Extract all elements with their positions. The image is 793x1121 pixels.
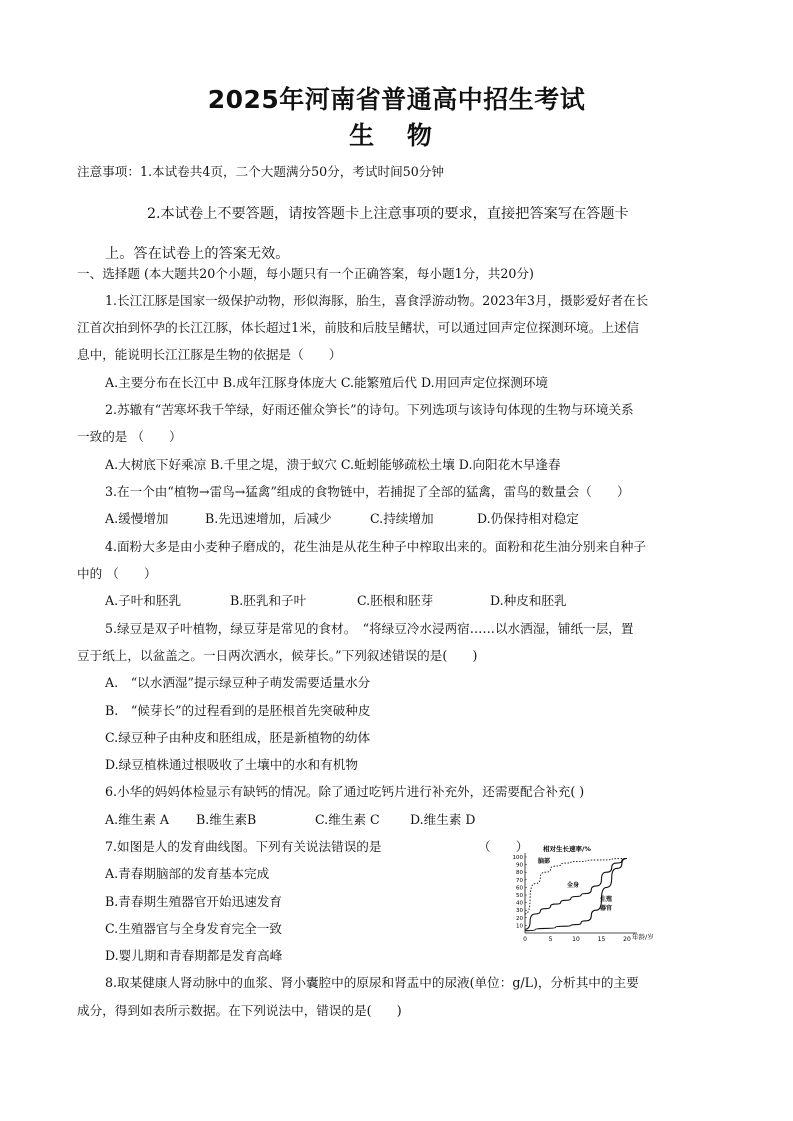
- chart-x-tick-label: 0: [523, 936, 527, 943]
- q7-option-c: C.生殖器官与全身发育完全一致: [105, 921, 282, 936]
- notice-line-2: 2.本试卷上不要答题，请按答题卡上注意事项的要求，直接把答案写在答题卡: [147, 206, 629, 222]
- q4-stem-2: 中的 （ ）: [77, 566, 157, 581]
- q4-option-c: C.胚根和胚芽: [357, 593, 434, 608]
- q4-option-b: B.胚乳和子叶: [230, 593, 307, 608]
- q5-option-b: B. “候芽长”的过程看到的是胚根首先突破种皮: [105, 703, 371, 718]
- q3-stem: 3.在一个由“植物→雷鸟→猛禽”组成的食物链中，若捕捉了全部的猛禽，雷鸟的数量会（ ）: [105, 484, 630, 499]
- subject-title: 生 物: [349, 121, 444, 150]
- chart-y-tick-label: 90: [516, 862, 523, 869]
- chart-x-tick-label: 20: [623, 936, 631, 943]
- chart-y-tick-label: 80: [516, 870, 523, 877]
- q5-option-a: A. “以水洒湿”提示绿豆种子萌发需要适量水分: [105, 675, 371, 690]
- q1-stem-3: 息中，能说明长江江豚是生物的依据是（ ）: [77, 347, 342, 362]
- q1-options: A.主要分布在长江中 B.成年江豚身体庞大 C.能繁殖后代 D.用回声定位探测环境: [105, 375, 549, 390]
- q3-option-a: A.缓慢增加: [105, 511, 169, 526]
- q6-option-d: D.维生素 D: [410, 812, 476, 827]
- q5-stem-1: 5.绿豆是双子叶植物，绿豆芽是常见的食材。 “将绿豆冷水浸两宿……以水洒湿，铺纸一层，置: [105, 621, 634, 636]
- q2-options: A.大树底下好乘凉 B.千里之堤，溃于蚁穴 C.蚯蚓能够疏松土壤 D.向阳花木早逢春: [105, 457, 561, 472]
- q7-answer-paren: （ ）: [478, 839, 529, 854]
- chart-x-tick-label: 5: [548, 936, 553, 943]
- chart-y-tick-label: 50: [516, 893, 523, 899]
- chart-x-tick-label: 10: [572, 936, 580, 943]
- q7-stem: 7.如图是人的发育曲线图。下列有关说法错误的是: [105, 839, 382, 854]
- q6-option-b: B.维生素B: [196, 812, 257, 827]
- chart-y-tick-label: 40: [516, 900, 523, 907]
- q4-stem-1: 4.面粉大多是由小麦种子磨成的，花生油是从花生种子中榨取出来的。面粉和花生油分别来自种子: [105, 539, 646, 554]
- series-label-brain: 脑部: [538, 858, 551, 865]
- chart-x-tick-label: 15: [597, 936, 606, 943]
- q3-option-b: B.先迅速增加，后减少: [205, 511, 332, 526]
- chart-y-tick-label: 20: [516, 915, 523, 922]
- growth-curve-chart: [505, 841, 665, 945]
- q7-option-a: A.青春期脑部的发育基本完成: [105, 866, 270, 881]
- chart-y-tick-label: 10: [516, 923, 523, 930]
- q4-option-a: A.子叶和胚乳: [105, 593, 182, 608]
- q6-option-c: C.维生素 C: [315, 812, 380, 827]
- chart-y-tick-label: 30: [516, 908, 523, 915]
- q4-option-d: D.种皮和胚乳: [490, 593, 567, 608]
- series-label-body: 全身: [567, 882, 580, 889]
- series-label-repro-1: 生殖: [600, 896, 613, 903]
- q2-stem-1: 2.苏辙有“苦寒坏我千竿绿，好雨还催众笋长”的诗句。下列选项与该诗句体现的生物与环境关系: [105, 402, 634, 417]
- chart-x-label: 年龄/岁: [632, 933, 654, 941]
- q6-option-a: A.维生素 A: [105, 812, 169, 827]
- chart-y-label: 相对生长速率/%: [543, 845, 591, 853]
- notice-line-3: 上。答在试卷上的答案无效。: [105, 246, 290, 262]
- q3-option-c: C.持续增加: [370, 511, 434, 526]
- q2-stem-2: 一致的是 （ ）: [77, 429, 182, 444]
- q5-option-d: D.绿豆植株通过根吸收了土壤中的水和有机物: [105, 757, 358, 772]
- q6-stem: 6.小华的妈妈体检显示有缺钙的情况。除了通过吃钙片进行补充外，还需要配合补充( ): [105, 784, 585, 799]
- chart-y-tick-label: 70: [516, 877, 523, 884]
- series-line-body: [525, 859, 627, 930]
- series-label-repro-2: 器官: [600, 905, 613, 912]
- q1-stem-2: 江首次拍到怀孕的长江江豚，体长超过1米，前肢和后肢呈鳍状，可以通过回声定位探测环境。上述信: [77, 320, 640, 335]
- q7-option-b: B.青春期生殖器官开始迅速发育: [105, 894, 282, 909]
- q5-option-c: C.绿豆种子由种皮和胚组成，胚是新植物的幼体: [105, 730, 371, 745]
- q5-stem-2: 豆于纸上，以盆盖之。一日两次洒水，候芽长。”下列叙述错误的是( ): [77, 648, 478, 663]
- q8-stem-2: 成分，得到如表所示数据。在下列说法中，错误的是( ): [77, 1003, 402, 1018]
- exam-title: 2025年河南省普通高中招生考试: [207, 85, 586, 114]
- q1-stem-1: 1.长江江豚是国家一级保护动物，形似海豚，胎生，喜食浮游动物。2023年3月，摄影爱好者在长: [105, 293, 649, 308]
- q7-option-d: D.婴儿期和青春期都是发育高峰: [105, 948, 283, 963]
- chart-y-tick-label: 60: [516, 885, 523, 892]
- q8-stem-1: 8.取某健康人肾动脉中的血浆、肾小囊腔中的原尿和肾盂中的尿液(单位：g/L)，分析其中的主要: [105, 975, 639, 990]
- notice-line-1: 注意事项：1.本试卷共4页，二个大题满分50分，考试时间50分钟: [77, 164, 444, 179]
- q3-option-d: D.仍保持相对稳定: [477, 511, 579, 526]
- chart-y-tick-label: 100: [512, 855, 523, 861]
- section-heading: 一、选择题 (本大题共20个小题，每小题只有一个正确答案，每小题1分，共20分): [77, 266, 534, 281]
